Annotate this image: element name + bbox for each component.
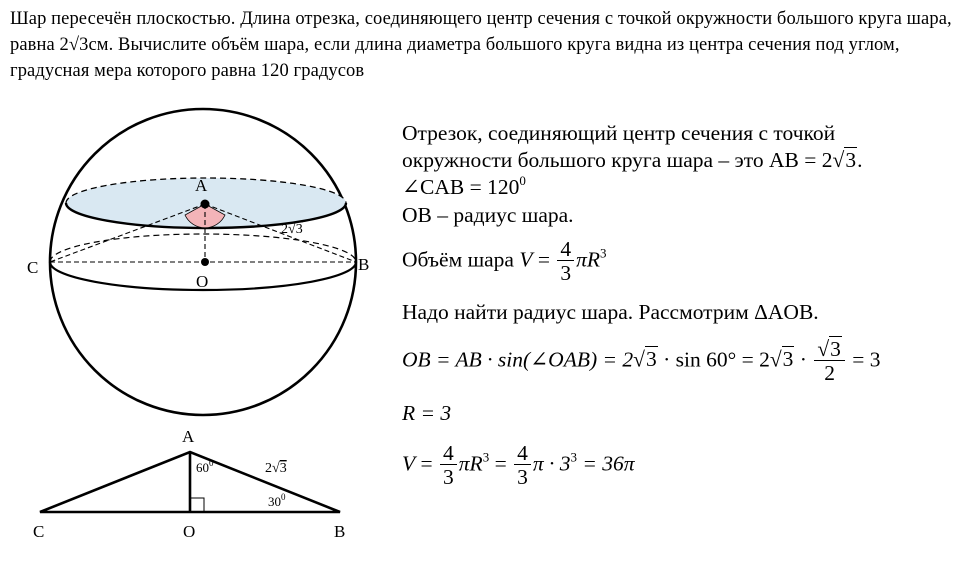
right-angle-marker <box>190 498 204 512</box>
triangle-angle-60: $60^0$ <box>196 458 214 475</box>
solution-line-6: Надо найти радиус шара. Рассмотрим ΔAOB. <box>402 300 819 324</box>
label-b: B <box>358 255 370 274</box>
solution-line-9: V = $\frac{4}{3}$ $\pi R^3$ = $\frac{4}{3}$ $\pi \cdot 3^3 = 36\pi$ <box>402 441 635 489</box>
solution-line-2: окружности большого круга шара – это AB = 2√3. <box>402 148 863 172</box>
solution-line-4: OB – радиус шара. <box>402 203 574 227</box>
triangle-label-o: O <box>183 522 196 541</box>
solution-line-5: Объём шара V = $\frac{4}{3}$ $\pi R^3$ <box>402 237 607 285</box>
fraction-4-3: $\frac{4}{3}$ <box>557 238 574 285</box>
label-o: O <box>196 272 209 291</box>
solution-line-3: ∠CAB = $120^0$ <box>402 173 526 199</box>
fraction-4-3-c: $\frac{4}{3}$ <box>514 442 531 489</box>
triangle-label-c: C <box>33 522 45 541</box>
triangle-angle-30: $30^0$ <box>268 492 286 509</box>
fraction-sqrt3-2: $\frac{√3}{2}$ <box>814 338 845 385</box>
triangle-label-ab-length: 2√3 <box>265 461 287 476</box>
great-circle-back <box>50 234 356 262</box>
label-c: C <box>27 258 39 277</box>
triangle-label-a: A <box>182 427 195 446</box>
problem-statement: Шар пересечён плоскостью. Длина отрезка, соединяющего центр сечения с точкой окружности большого круга шара, равна 2√3см. Вычислите объём шара, если длина диаметра большого круга видна из центра сечения под углом, градусная мера которого равна 120 градусов <box>10 9 952 81</box>
point-a <box>201 200 210 209</box>
label-ab-length: 2√3 <box>281 222 303 237</box>
fraction-4-3-b: $\frac{4}{3}$ <box>440 442 457 489</box>
solution-line-1: Отрезок, соединяющий центр сечения с точкой <box>402 121 836 145</box>
triangle-label-b: B <box>334 522 346 541</box>
point-o <box>201 258 209 266</box>
solution-line-7: OB = AB · sin(∠OAB) = 2√3 · sin 60° = 2√3 · $\frac{√3}{2}$ = 3 <box>402 337 881 385</box>
solution-line-8: R = 3 <box>402 401 452 425</box>
label-a: A <box>195 176 208 195</box>
